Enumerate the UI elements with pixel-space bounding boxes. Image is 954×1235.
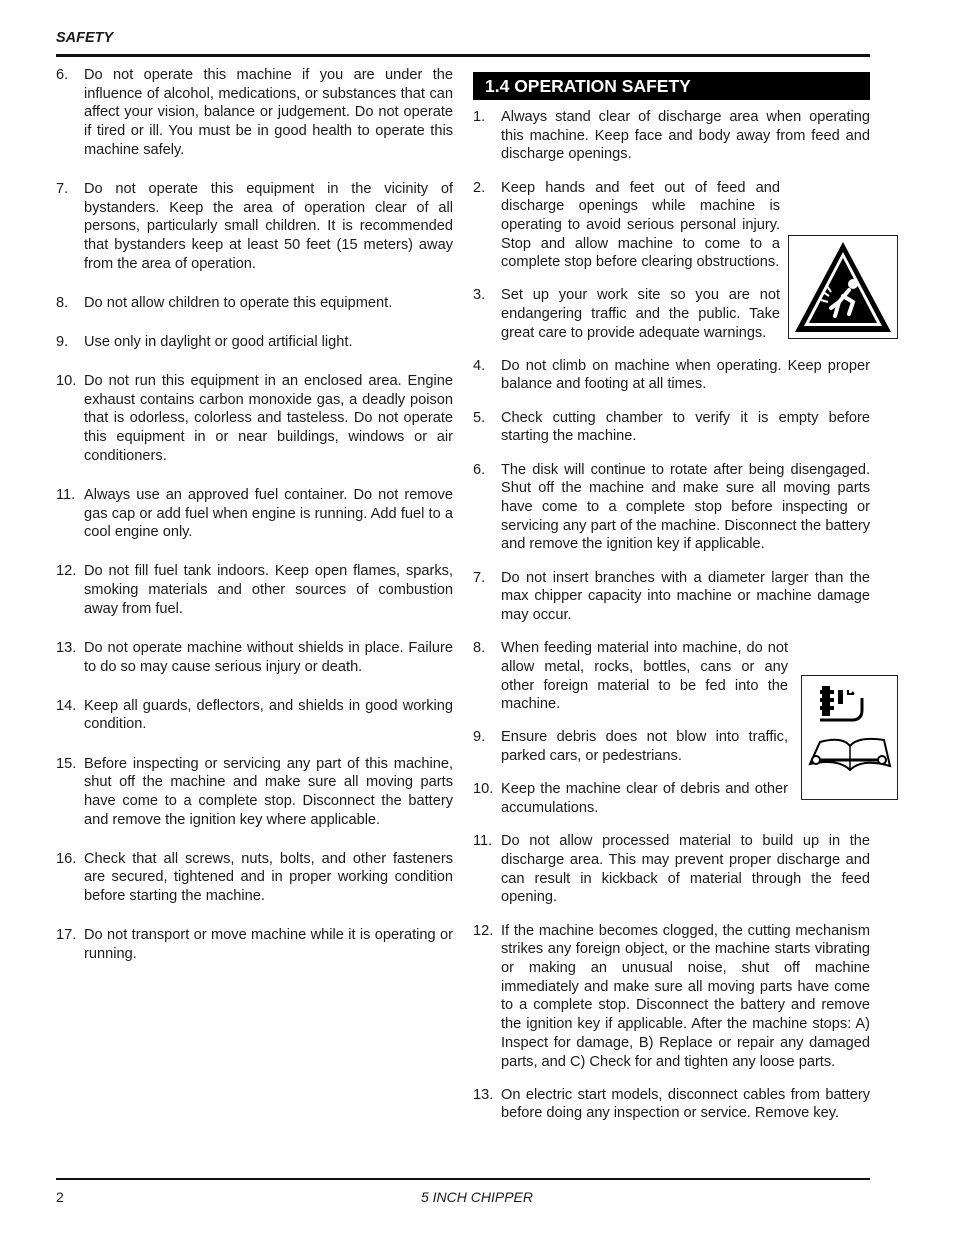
list-item (473, 832, 870, 907)
item-number: 13. (473, 1086, 494, 1103)
item-number: 17. (56, 927, 77, 944)
item-text: Do not operate this equipment in the vicinity of bystanders. Keep the area of operation clear of all persons, particularly small children. It is recommended that bystanders keep at least 50 feet (15 meters) away from the area of operation. (84, 180, 453, 272)
item-text: Do not allow children to operate this equipment. (84, 294, 393, 311)
section-heading: 1.4 OPERATION SAFETY (473, 72, 870, 100)
item-number: 7. (473, 569, 486, 586)
list-item (473, 922, 870, 1072)
item-text: Do not insert branches with a diameter larger than the max chipper capacity into machine or machine damage may occur. (501, 569, 870, 623)
item-number: 2. (473, 179, 486, 196)
item-text: Do not climb on machine when operating. Keep proper balance and footing at all times. (501, 357, 870, 393)
item-number: 10. (56, 373, 77, 389)
item-text: Do not transport or move machine while it is operating or running. (84, 927, 453, 962)
item-text: Keep the machine clear of debris and other accumulations. (501, 781, 788, 817)
list-item (473, 639, 870, 714)
list-item (56, 180, 453, 274)
item-text: Before inspecting or servicing any part of this machine, shut off the machine and make sure all moving parts have come to a complete stop. Disconnect the battery and remove the ignition key where applicable. (84, 755, 453, 828)
list-item (473, 780, 870, 817)
item-number: 15. (56, 755, 77, 772)
list-item (473, 1086, 870, 1123)
item-number: 8. (56, 294, 69, 311)
item-number: 16. (56, 850, 77, 867)
list-item (56, 372, 453, 466)
item-text: Do not fill fuel tank indoors. Keep open flames, sparks, smoking materials and other sources of combustion away from fuel. (84, 563, 453, 617)
item-text: The disk will continue to rotate after being disengaged. Shut off the machine and make sure all moving parts have come to a complete stop before inspecting or servicing any part of the machine. Disconnect the battery and remove the ignition key if applicable. (501, 461, 870, 553)
item-number: 9. (56, 333, 69, 350)
item-text: If the machine becomes clogged, the cutting mechanism strikes any foreign object, or the machine starts vibrating or making an unusual noise, shut off machine immediately and make sure all moving parts have come to a complete stop. Disconnect the battery and remove the ignition key if applicable. After the machine stops: A) Inspect for damage, B) Replace or repair any damaged parts, and C) Check for and tighten any loose parts. (501, 922, 870, 1070)
list-item (56, 562, 453, 618)
list-item (56, 294, 453, 313)
page-number: 2 (56, 1189, 64, 1205)
list-item (56, 486, 453, 542)
item-number: 9. (473, 729, 486, 746)
item-text: Keep all guards, deflectors, and shields in good working condition. (84, 697, 453, 733)
item-number: 4. (473, 357, 486, 374)
item-number: 11. (473, 833, 493, 850)
item-text: Do not run this equipment in an enclosed area. Engine exhaust contains carbon monoxide gas, a deadly poison that is odorless, colorless and tasteless. Do not operate this equipment in or near buildings, windows or air conditioners. (84, 373, 453, 464)
section-label: SAFETY (56, 30, 114, 46)
item-text: Set up your work site so you are not endangering traffic and the public. Take great care to provide adequate warnings. (501, 287, 780, 341)
left-column (56, 66, 453, 984)
item-number: 5. (473, 409, 486, 426)
item-text: When feeding material into machine, do not allow metal, rocks, bottles, cans or any other foreign material to be fed into the machine. (501, 640, 788, 713)
item-text: Always stand clear of discharge area when operating this machine. Keep face and body away from feed and discharge openings. (501, 109, 870, 163)
list-item (56, 697, 453, 734)
item-text: Do not operate this machine if you are under the influence of alcohol, medications, or substances that can affect your vision, balance or judgement. Do not operate if tired or ill. You must be in good health to operate this machine safely. (84, 67, 453, 158)
item-number: 13. (56, 639, 77, 656)
right-column (473, 108, 870, 1138)
item-number: 1. (473, 109, 486, 125)
item-text: Check cutting chamber to verify it is empty before starting the machine. (501, 409, 870, 445)
item-number: 12. (56, 563, 77, 580)
item-number: 11. (56, 486, 76, 503)
item-number: 10. (473, 781, 494, 798)
list-item (56, 333, 453, 352)
list-item (56, 926, 453, 963)
list-item (473, 108, 870, 164)
list-item (473, 286, 870, 342)
item-text: Do not allow processed material to build up in the discharge area. This may prevent proper discharge and can result in kickback of material through the feed opening. (501, 833, 870, 906)
item-text: Always use an approved fuel container. Do not remove gas cap or add fuel when engine is running. Add fuel to a cool engine only. (84, 486, 453, 541)
item-number: 12. (473, 922, 494, 939)
list-item (473, 728, 870, 765)
list-item (473, 179, 870, 273)
item-number: 6. (56, 67, 69, 83)
list-item (473, 569, 870, 625)
item-text: Check that all screws, nuts, bolts, and other fasteners are secured, tightened and in proper working condition before starting the machine. (84, 850, 453, 905)
list-item (56, 639, 453, 676)
item-number: 14. (56, 697, 77, 714)
list-item (473, 409, 870, 446)
item-text: Do not operate machine without shields in place. Failure to do so may cause serious injury or death. (84, 639, 453, 675)
list-item (56, 755, 453, 830)
item-text: Ensure debris does not blow into traffic, parked cars, or pedestrians. (501, 729, 788, 765)
list-item (473, 357, 870, 394)
item-number: 7. (56, 180, 69, 197)
item-number: 6. (473, 461, 486, 478)
list-item (473, 461, 870, 555)
item-text: Keep hands and feet out of feed and discharge openings while machine is operating to avoid serious personal injury. Stop and allow machine to come to a complete stop before clearing obstructions. (501, 179, 780, 271)
bottom-rule (56, 1178, 870, 1180)
item-text: On electric start models, disconnect cables from battery before doing any inspection or service. Remove key. (501, 1086, 870, 1122)
list-item (56, 66, 453, 160)
document-title: 5 INCH CHIPPER (420, 1189, 534, 1205)
item-number: 8. (473, 640, 486, 657)
item-text: Use only in daylight or good artificial light. (84, 333, 353, 350)
top-rule (56, 54, 870, 57)
list-item (56, 850, 453, 906)
item-number: 3. (473, 287, 486, 304)
